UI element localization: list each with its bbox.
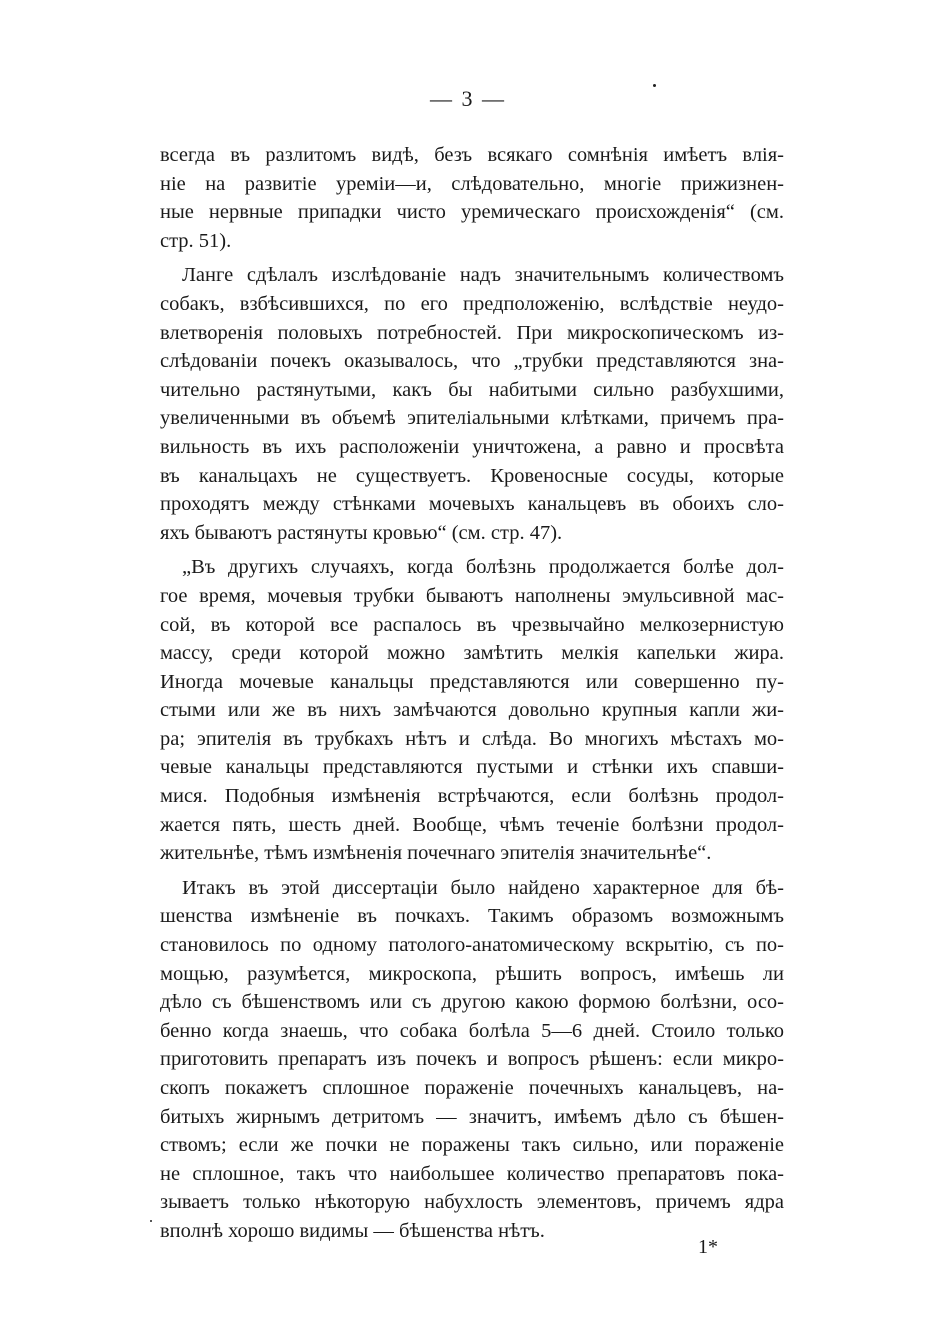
text-line: ные нервные припадки чисто уремическаго происхожденія“ (см. <box>160 201 784 224</box>
text-line: чевые канальцы представляются пустыми и стѣнки ихъ спавши- <box>160 756 784 779</box>
text-line: гое время, мочевыя трубки бываютъ наполнены эмульсивной мас- <box>160 584 784 607</box>
scan-speck <box>653 84 656 87</box>
text-line: зываетъ только нѣкоторую набухлость элементовъ, причемъ ядра <box>160 1191 784 1214</box>
text-line: шенства измѣненіе въ почкахъ. Такимъ образомъ возможнымъ <box>160 905 784 928</box>
text-line: сой, въ которой все распалось въ чрезвычайно мелкозернистую <box>160 613 784 636</box>
paragraph-3 <box>160 553 784 868</box>
text-line: битыхъ жирнымъ детритомъ — значитъ, имѣемъ дѣло съ бѣшен- <box>160 1105 784 1128</box>
text-line: жительнѣе, тѣмъ измѣненія почечнаго эпителія значительнѣе“. <box>160 842 712 865</box>
text-line: вильность въ ихъ расположеніи уничтожена, а равно и просвѣта <box>160 435 784 458</box>
paragraph-2 <box>160 261 784 547</box>
text-line: всегда въ разлитомъ видѣ, безъ всякаго сомнѣнія имѣетъ влія- <box>160 144 784 166</box>
text-line: дѣло съ бѣшенствомъ или съ другою какою формою болѣзни, осо- <box>160 991 784 1014</box>
text-line: жается пять, шесть дней. Вообще, чѣмъ теченіе болѣзни продол- <box>160 813 784 836</box>
text-line: слѣдованіи почекъ оказывалось, что „трубки представляются зна- <box>160 350 784 373</box>
text-line: ра; эпителія въ трубкахъ нѣтъ и слѣда. Во многихъ мѣстахъ мо- <box>160 727 784 750</box>
text-line: „Въ другихъ случаяхъ, когда болѣзнь продолжается болѣе дол- <box>182 556 784 579</box>
text-line: стыми или же въ нихъ замѣчаются довольно крупныя капли жи- <box>160 699 784 722</box>
text-line: Иногда мочевые канальцы представляются или совершенно пу- <box>160 670 784 693</box>
text-line: собакъ, взбѣсившихся, по его предположенію, вслѣдствіе неудо- <box>160 292 784 315</box>
text-line: ствомъ; если же почки не поражены такъ сильно, или пораженіе <box>160 1134 784 1157</box>
paragraph-1 <box>160 141 784 255</box>
page-number: — 3 — <box>430 86 506 111</box>
scan-speck <box>150 1220 152 1222</box>
paragraph-4 <box>160 874 784 1246</box>
text-line: чительно растянутыми, какъ бы набитыми сильно разбухшими, <box>160 378 784 401</box>
text-line: вполнѣ хорошо видимы — бѣшенства нѣтъ. <box>160 1219 545 1242</box>
text-line: увеличенными въ объемѣ эпителіальными клѣтками, причемъ пра- <box>160 407 784 430</box>
text-line: массу, среди которой можно замѣтить мелкія капельки жира. <box>160 642 784 665</box>
text-line: проходятъ между стѣнками мочевыхъ канальцевъ въ обоихъ сло- <box>160 493 784 516</box>
text-line: стр. 51). <box>160 229 232 252</box>
text-line: Ланге сдѣлалъ изслѣдованіе надъ значительнымъ количествомъ <box>182 264 784 287</box>
text-line: Итакъ въ этой диссертаціи было найдено характерное для бѣ- <box>182 876 784 899</box>
text-line: влетворенія половыхъ потребностей. При микроскопическомъ из- <box>160 321 784 344</box>
text-line: приготовить препаратъ изъ почекъ и вопросъ рѣшенъ: если микро- <box>160 1048 784 1071</box>
text-line: мощью, разумѣется, микроскопа, рѣшить вопросъ, имѣешь ли <box>160 962 784 985</box>
text-line: не сплошное, такъ что наибольшее количество препаратовъ пока- <box>160 1162 784 1185</box>
body-text <box>160 141 784 1246</box>
text-line: яхъ бываютъ растянуты кровью“ (см. стр. 47). <box>160 521 563 544</box>
text-line: мися. Подобныя измѣненія встрѣчаются, если болѣзнь продол- <box>160 785 784 808</box>
text-line: становилось по одному патолого-анатомическому вскрытію, съ по- <box>160 934 784 957</box>
signature-mark: 1* <box>698 1236 718 1258</box>
text-line: ніе на развитіе уреміи—и, слѣдовательно, многіе прижизнен- <box>160 172 784 195</box>
text-line: скопъ покажетъ сплошное пораженіе почечныхъ канальцевъ, на- <box>160 1077 784 1099</box>
text-line: бенно когда знаешь, что собака болѣла 5—6 дней. Стоило только <box>160 1019 784 1042</box>
text-line: въ канальцахъ не существуетъ. Кровеносные сосуды, которые <box>160 464 784 487</box>
